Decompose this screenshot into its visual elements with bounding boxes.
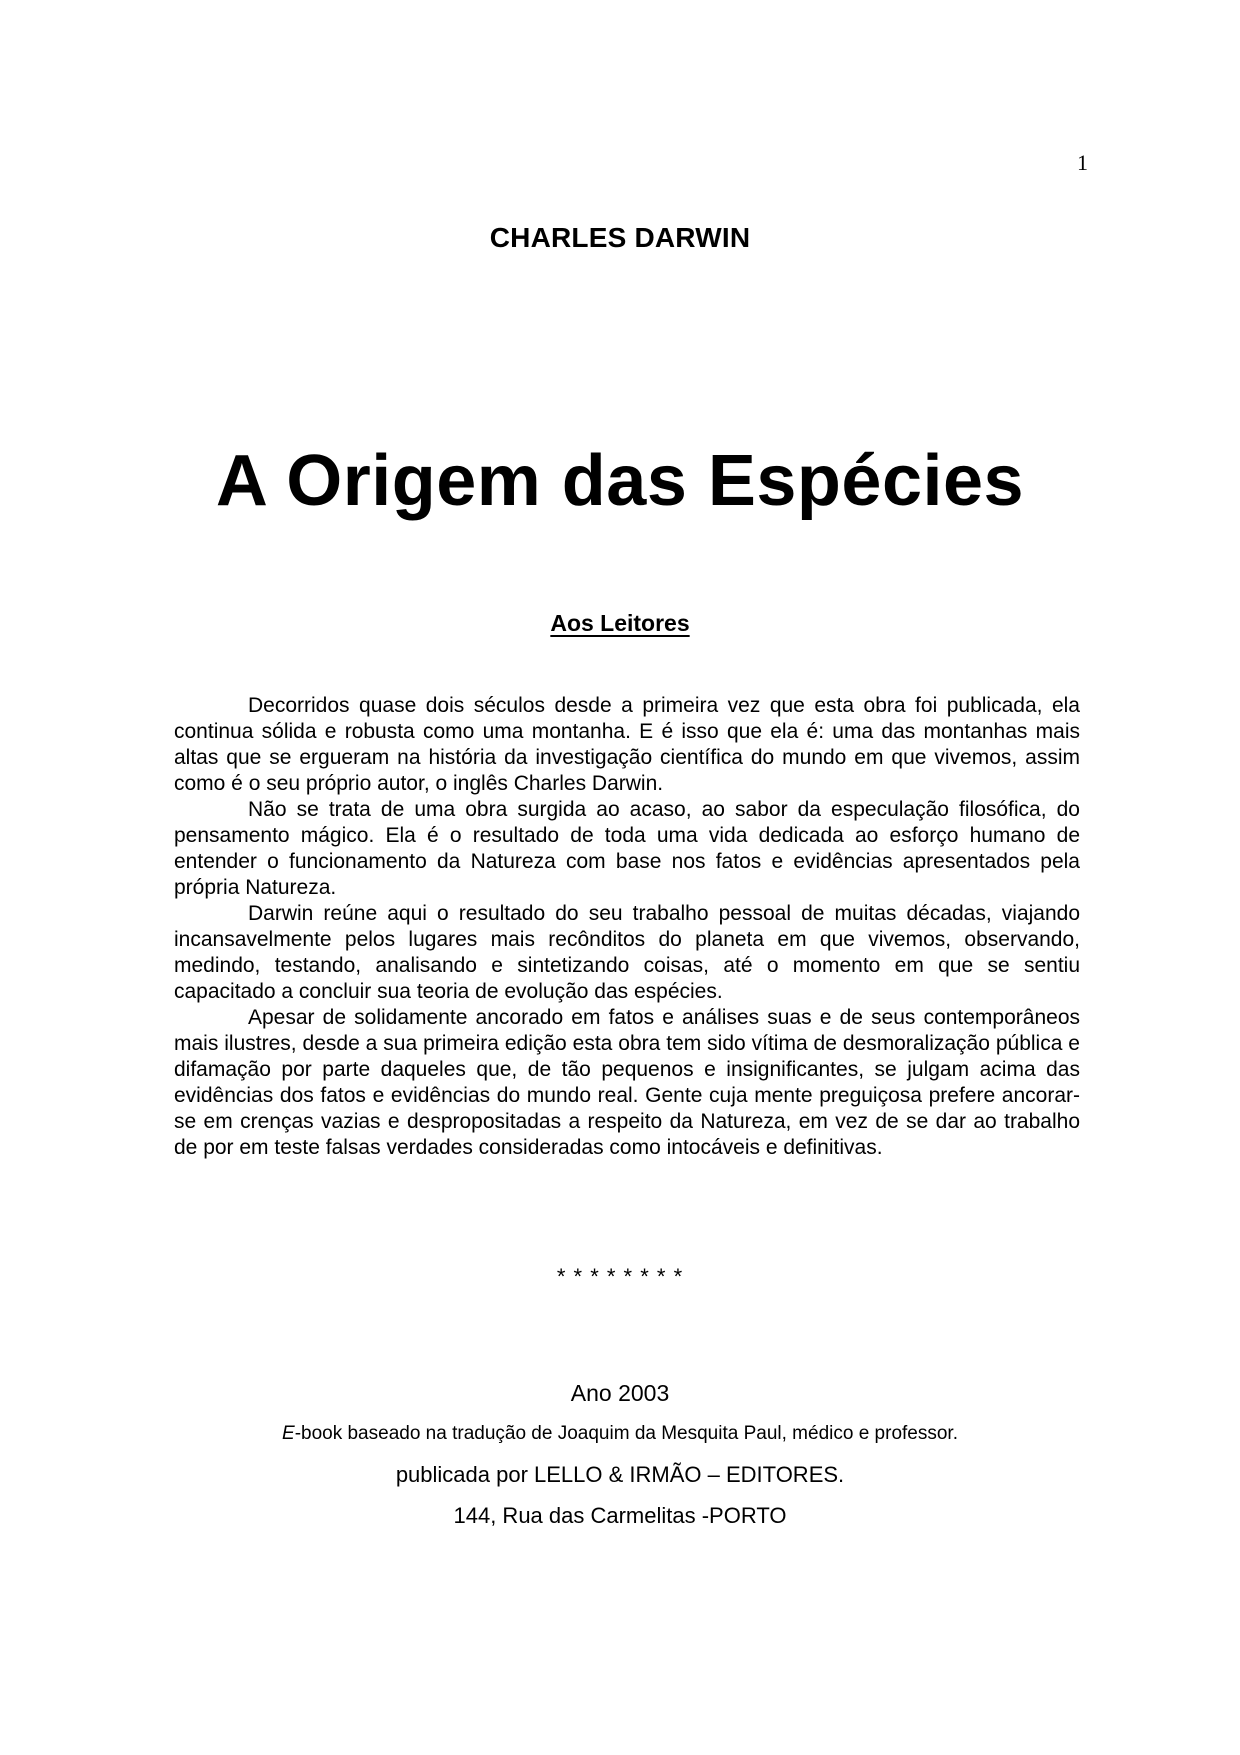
preface-paragraph: Não se trata de uma obra surgida ao acaso, ao sabor da especulação filosófica, do pensamento mágico. Ela é o resultado de toda uma vida dedicada ao esforço humano de entender o funcionamento da Natureza com base nos fatos e evidências apresentados pela própria Natureza. bbox=[174, 798, 1080, 899]
translation-credit bbox=[0, 1423, 1240, 1445]
preface-body bbox=[174, 693, 1080, 1161]
preface-paragraph: Darwin reúne aqui o resultado do seu trabalho pessoal de muitas décadas, viajando incansavelmente pelos lugares mais recônditos do planeta em que vivemos, observando, medindo, testando, analisando e sintetizando coisas, até o momento em que se sentiu capacitado a concluir sua teoria de evolução das espécies. bbox=[174, 902, 1080, 1003]
preface-heading: Aos Leitores bbox=[550, 610, 690, 636]
preface-paragraph: Decorridos quase dois séculos desde a primeira vez que esta obra foi publicada, ela continua sólida e robusta como uma montanha. E é isso que ela é: uma das montanhas mais altas que se ergueram na história da investigação científica do mundo em que vivemos, assim como é o seu próprio autor, o inglês Charles Darwin. bbox=[174, 694, 1080, 795]
section-separator: * * * * * * * * bbox=[556, 1264, 684, 1289]
ebook-credit-text: -book baseado na tradução de Joaquim da Mesquita Paul, médico e professor. bbox=[294, 1423, 958, 1444]
book-title: A Origem das Espécies bbox=[215, 441, 1025, 521]
publication-year: Ano 2003 bbox=[570, 1380, 670, 1406]
author-name: CHARLES DARWIN bbox=[489, 222, 751, 253]
preface-paragraph: Apesar de solidamente ancorado em fatos e análises suas e de seus contemporâneos mais ilustres, desde a sua primeira edição esta obra tem sido vítima de desmoralização pública e difamação por parte daqueles que, de tão pequenos e insignificantes, se julgam acima das evidências dos fatos e evidências do mundo real. Gente cuja mente preguiçosa prefere ancorar-se em crenças vazias e despropositadas a respeito da Natureza, em vez de se dar ao trabalho de por em teste falsas verdades consideradas como intocáveis e definitivas. bbox=[174, 1006, 1080, 1159]
publisher-line: publicada por LELLO & IRMÃO – EDITORES. bbox=[395, 1462, 845, 1487]
page-number: 1 bbox=[1077, 150, 1088, 175]
ebook-prefix: E bbox=[282, 1423, 295, 1444]
publisher-address: 144, Rua das Carmelitas -PORTO bbox=[453, 1503, 787, 1528]
